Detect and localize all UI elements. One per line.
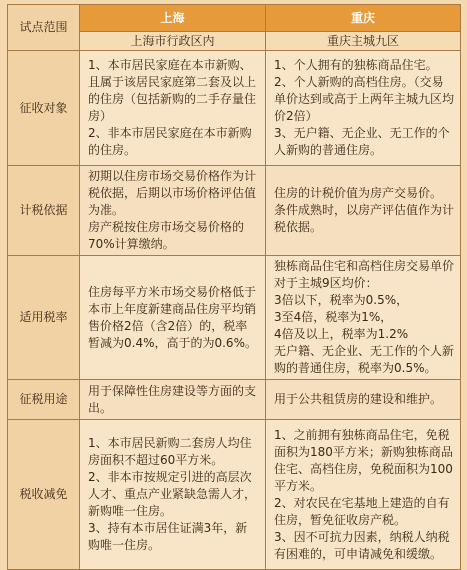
shanghai-scope: 上海市行政区内 (80, 32, 266, 51)
chongqing-tax-object-item: 3、无户籍、无企业、无工作的个人新购的普通住房。 (274, 126, 450, 157)
tax-pilot-comparison-table (7, 4, 461, 570)
chongqing-header: 重庆 (266, 5, 461, 32)
shanghai-tax-object-item: 1、本市居民家庭在本市新购、且属于该居民家庭第二套及以上的住房（包括新购的二手存量住房） (88, 58, 257, 123)
row-label-tax-relief: 税收减免 (8, 420, 80, 570)
shanghai-tax-object-item: 2、非本市居民家庭在本市新购的住房。 (88, 126, 252, 157)
chongqing-tax-basis (266, 166, 461, 256)
table-row-tax-object (8, 51, 461, 166)
row-label-tax-object: 征收对象 (8, 51, 80, 166)
shanghai-tax-relief-item: 1、本市居民新购二套房人均住房面积不超过60平方米。 (88, 436, 252, 467)
row-label-tax-rate: 适用税率 (8, 256, 80, 380)
chongqing-tax-object (266, 51, 461, 166)
pilot-scope-label: 试点范围 (8, 5, 80, 51)
chongqing-scope: 重庆主城九区 (266, 32, 461, 51)
chongqing-tax-object-item: 2、个人新购的高档住房。（交易单价达到或高于上两年主城九区均价2倍） (274, 75, 455, 123)
shanghai-header: 上海 (80, 5, 266, 32)
chongqing-tax-rate-item: 3至4倍，税率为1%， (274, 310, 393, 324)
shanghai-tax-basis-item: 房产税按住房市场交易价格的70%计算缴纳。 (88, 220, 245, 251)
city-header-row (8, 5, 461, 32)
table-row-tax-rate (8, 256, 461, 380)
chongqing-tax-relief-item: 1、之前拥有独栋商品住宅，免税面积为180平方米；新购独栋商品住宅、高档住房，免税面积为100平方米。 (274, 427, 453, 493)
chongqing-tax-rate-item: 3倍以下，税率为0.5%， (274, 293, 409, 307)
shanghai-tax-rate-item: 住房每平方米市场交易价格低于本市上年度新建商品住房平均销售价格2倍（含2倍）的，税率暂减为0.4%，高于的为0.6%。 (88, 284, 257, 350)
shanghai-tax-relief (80, 420, 266, 570)
chongqing-tax-relief-item: 3、因不可抗力因素，纳税人纳税有困难的，可申请减免和缓缴。 (274, 529, 450, 561)
chongqing-tax-rate (266, 256, 461, 380)
chongqing-tax-relief-item: 2、对农民在宅基地上建造的自有住房，暂免征收房产税。 (274, 495, 450, 527)
chongqing-tax-rate-item: 无户籍、无企业、无工作的个人新购的普通住房，税率为0.5%。 (274, 344, 455, 375)
shanghai-tax-object (80, 51, 266, 166)
row-label-tax-use: 征税用途 (8, 380, 80, 420)
shanghai-tax-basis-item: 初期以住房市场交易价格作为计税依据，后期以市场价格评估值为准。 (88, 169, 257, 217)
row-label-tax-basis: 计税依据 (8, 166, 80, 256)
shanghai-tax-use (80, 380, 266, 420)
chongqing-tax-rate-item: 独栋商品住宅和高档住房交易单价对于主城9区均价： (274, 259, 455, 290)
shanghai-tax-relief-item: 3、持有本市居住证满3年，新购唯一住房。 (88, 521, 248, 552)
table-row-tax-basis (8, 166, 461, 256)
chongqing-tax-rate-item: 4倍及以上，税率为1.2% (274, 327, 409, 341)
shanghai-tax-use-item: 用于保障性住房建设等方面的支出。 (88, 383, 257, 415)
shanghai-tax-rate (80, 256, 266, 380)
table-row-tax-relief (8, 420, 461, 570)
table-row-tax-use (8, 380, 461, 420)
chongqing-tax-use-item: 用于公共租赁房的建设和维护。 (274, 392, 443, 406)
shanghai-tax-basis (80, 166, 266, 256)
chongqing-tax-object-item: 1、个人拥有的独栋商品住宅。 (274, 58, 438, 72)
chongqing-tax-basis-item: 条件成熟时，以房产评估值作为计税依据。 (274, 203, 455, 234)
chongqing-tax-relief (266, 420, 461, 570)
chongqing-tax-use (266, 380, 461, 420)
chongqing-tax-basis-item: 住房的计税价值为房产交易价。 (274, 186, 443, 200)
shanghai-tax-relief-item: 2、非本市按规定引进的高层次人才、重点产业紧缺急需人才，新购唯一住房。 (88, 470, 257, 518)
